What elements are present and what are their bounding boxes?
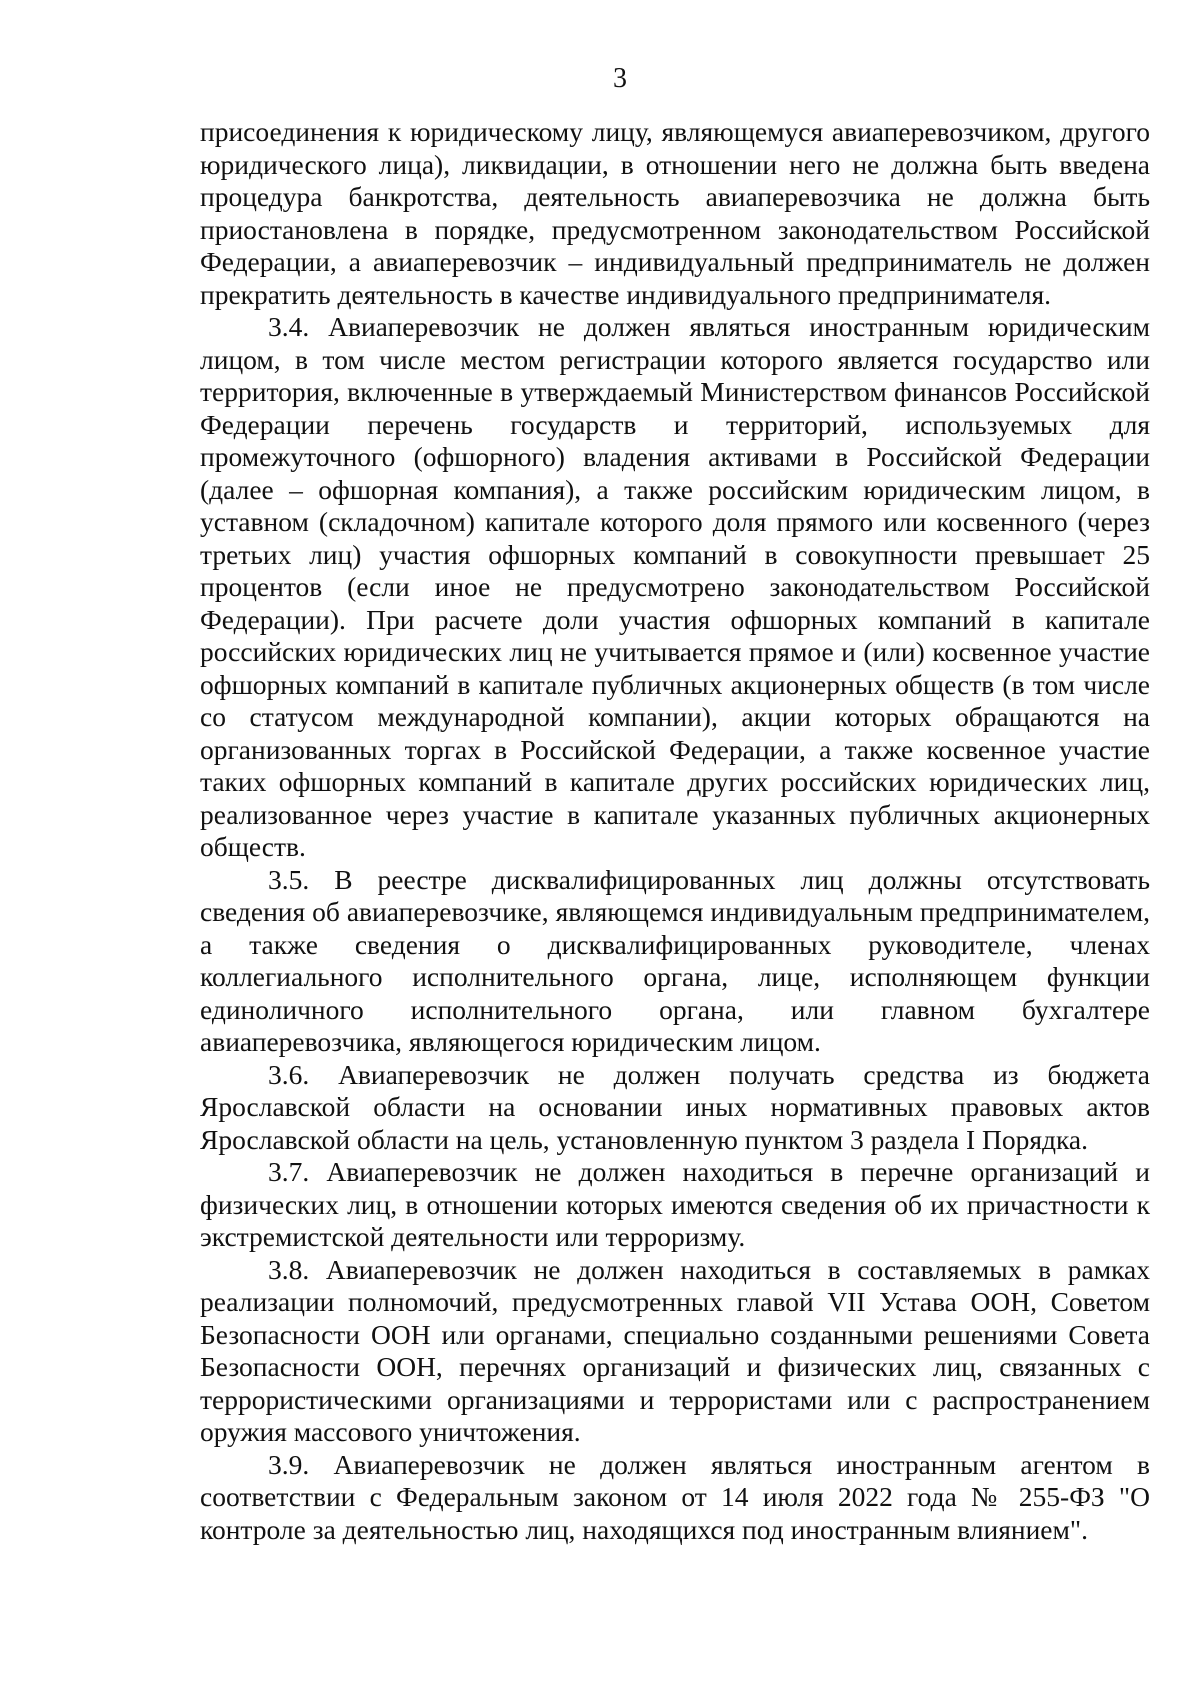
paragraph-3-9: 3.9. Авиаперевозчик не должен являться иностранным агентом в соответствии с Федеральным законом от 14 июля 2022 года № 255-ФЗ "О контроле за деятельностью лиц, находящихся под иностранным влиянием".	[200, 1448, 1150, 1545]
paragraph-continuation: присоединения к юридическому лицу, являющемуся авиаперевозчиком, другого юридического лица), ликвидации, в отношении него не должна быть введена процедура банкротства, деятельность авиаперевозчика не должна быть приостановлена в порядке, предусмотренном законодательством Российской Федерации, а авиаперевозчик – индивидуальный предприниматель не должен прекратить деятельность в качестве индивидуального предпринимателя.	[200, 116, 1150, 310]
paragraph-3-6: 3.6. Авиаперевозчик не должен получать средства из бюджета Ярославской области на основании иных нормативных правовых актов Ярославской области на цель, установленную пунктом 3 раздела I Порядка.	[200, 1058, 1150, 1155]
paragraph-3-5: 3.5. В реестре дисквалифицированных лиц должны отсутствовать сведения об авиаперевозчике, являющемся индивидуальным предпринимателем, а также сведения о дисквалифицированных руководителе, членах коллегиального исполнительного органа, лице, исполняющем функции единоличного исполнительного органа, или главном бухгалтере авиаперевозчика, являющегося юридическим лицом.	[200, 863, 1150, 1057]
paragraph-3-7: 3.7. Авиаперевозчик не должен находиться в перечне организаций и физических лиц, в отношении которых имеются сведения об их причастности к экстремистской деятельности или терроризму.	[200, 1156, 1150, 1252]
paragraph-3-8: 3.8. Авиаперевозчик не должен находиться в составляемых в рамках реализации полномочий, предусмотренных главой VII Устава ООН, Советом Безопасности ООН или органами, специально созданными решениями Совета Безопасности ООН, перечнях организаций и физических лиц, связанных с террористическими организациями и террористами или с распространением оружия массового уничтожения.	[200, 1253, 1150, 1447]
document-body	[200, 116, 1150, 1546]
page-number: 3	[613, 63, 627, 94]
paragraph-3-4: 3.4. Авиаперевозчик не должен являться иностранным юридическим лицом, в том числе местом регистрации которого является государство или территория, включенные в утверждаемый Министерством финансов Российской Федерации перечень государств и территорий, используемых для промежуточного (офшорного) владения активами в Российской Федерации (далее – офшорная компания), а также российским юридическим лицом, в уставном (складочном) капитале которого доля прямого или косвенного (через третьих лиц) участия офшорных компаний в совокупности превышает 25 процентов (если иное не предусмотрено законодательством Российской Федерации). При расчете доли участия офшорных компаний в капитале российских юридических лиц не учитывается прямое и (или) косвенное участие офшорных компаний в капитале публичных акционерных обществ (в том числе со статусом международной компании), акции которых обращаются на организованных торгах в Российской Федерации, а также косвенное участие таких офшорных компаний в капитале других российских юридических лиц, реализованное через участие в капитале указанных публичных акционерных обществ.	[200, 311, 1150, 862]
